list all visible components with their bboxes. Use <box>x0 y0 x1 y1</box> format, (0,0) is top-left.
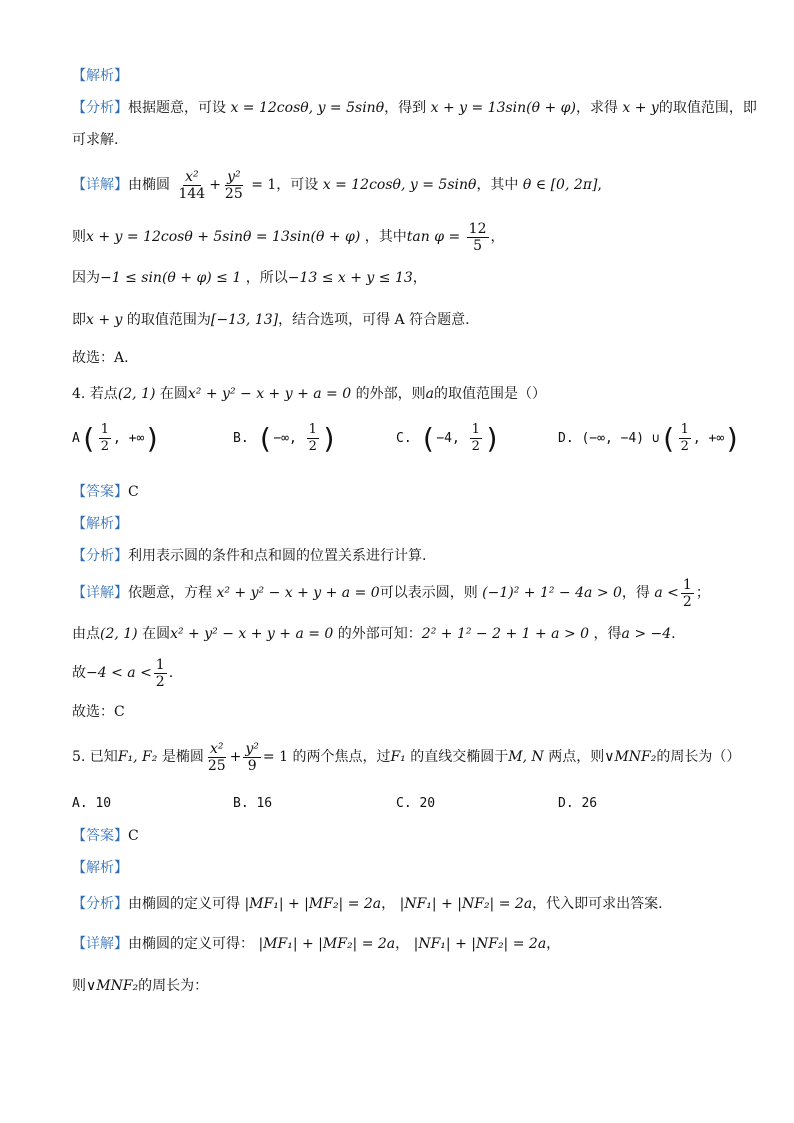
fraction: $\frac{12}{5}$ <box>468 220 487 254</box>
q4-option-a: A( $\frac{1}{2}$ , +∞) <box>72 422 162 455</box>
q3-line-4: 即x + y 的取值范围为[−13, 13]，结合选项，可得 A 符合题意. <box>72 312 470 328</box>
q5-stem: 5. 已知F₁, F₂ 是椭圆 $\frac{\text{x²}}{25}$ + $\frac{\text{y²}}{9}$ = 1 的两个焦点，过F₁ 的直线交椭圆于M, N 两点，则∨MNF₂的周长为（） <box>72 740 741 774</box>
q4-option-c: C. (−4, $\frac{1}{2}$ ) <box>396 422 501 455</box>
q5-last-line: 则∨MNF₂的周长为： <box>72 978 209 994</box>
q5-option-a: A. 10 <box>72 796 112 811</box>
q3-fenxi-line-2: 可求解. <box>72 132 119 148</box>
q5-option-b: B. 16 <box>233 796 273 811</box>
q3-xiangjie-line: 【详解】由椭圆 $\frac{\text{x²}}{144}$ + $\frac{\text{y²}}{25}$ = 1，可设 x = 12cosθ, y = 5sinθ，其中 θ ∈ [0, 2π], <box>72 168 602 202</box>
q4-line-2: 由点(2, 1) 在圆x² + y² − x + y + a = 0 的外部可知：2² + 1² − 2 + 1 + a > 0 ，得a > −4. <box>72 626 676 642</box>
q3-line-3: 因为−1 ≤ sin(θ + φ) ≤ 1 ，所以−13 ≤ x + y ≤ 13， <box>72 270 427 286</box>
q4-stem: 4. 若点(2, 1) 在圆x² + y² − x + y + a = 0 的外部，则a的取值范围是（） <box>72 386 546 402</box>
q5-fenxi: 【分析】由椭圆的定义可得 |MF₁| + |MF₂| = 2a， |NF₁| + |NF₂| = 2a，代入即可求出答案. <box>72 896 663 912</box>
q4-option-b: B. (−∞, $\frac{1}{2}$ ) <box>233 422 338 455</box>
jiexi-label-q3: 【解析】 <box>72 68 128 84</box>
q3-line-2: 则x + y = 12cosθ + 5sinθ = 13sin(θ + φ) ，其中tan φ = $\frac{12}{5}$ ， <box>72 220 505 254</box>
q5-option-c: C. 20 <box>396 796 436 811</box>
q4-fenxi: 【分析】利用表示圆的条件和点和圆的位置关系进行计算. <box>72 548 427 564</box>
q5-answer-label: 【答案】C <box>72 828 139 844</box>
q4-answer-label: 【答案】C <box>72 484 139 500</box>
q4-option-d: D. (−∞, −4) ∪( $\frac{1}{2}$ , +∞) <box>558 422 742 455</box>
q5-xiangjie: 【详解】由椭圆的定义可得： |MF₁| + |MF₂| = 2a， |NF₁| + |NF₂| = 2a， <box>72 936 561 952</box>
fraction: $\frac{\text{x²}}{144}$ <box>178 168 206 202</box>
q4-line-3: 故−4 < a < $\frac{1}{2}$ . <box>72 656 174 690</box>
q4-answer: 故选：C <box>72 704 125 720</box>
fraction: $\frac{\text{y²}}{25}$ <box>224 168 243 202</box>
q4-jiexi-label: 【解析】 <box>72 516 128 532</box>
q5-jiexi-label: 【解析】 <box>72 860 128 876</box>
q4-xiangjie: 【详解】依题意，方程 x² + y² − x + y + a = 0可以表示圆，则 (−1)² + 1² − 4a > 0，得 a < $\frac{1}{2}$ ； <box>72 576 710 610</box>
q3-answer: 故选：A. <box>72 350 129 366</box>
q3-fenxi-line: 【分析】根据题意，可设 x = 12cosθ, y = 5sinθ，得到 x + y = 13sin(θ + φ)，求得 x + y的取值范围，即 <box>72 100 757 116</box>
q5-option-d: D. 26 <box>558 796 598 811</box>
